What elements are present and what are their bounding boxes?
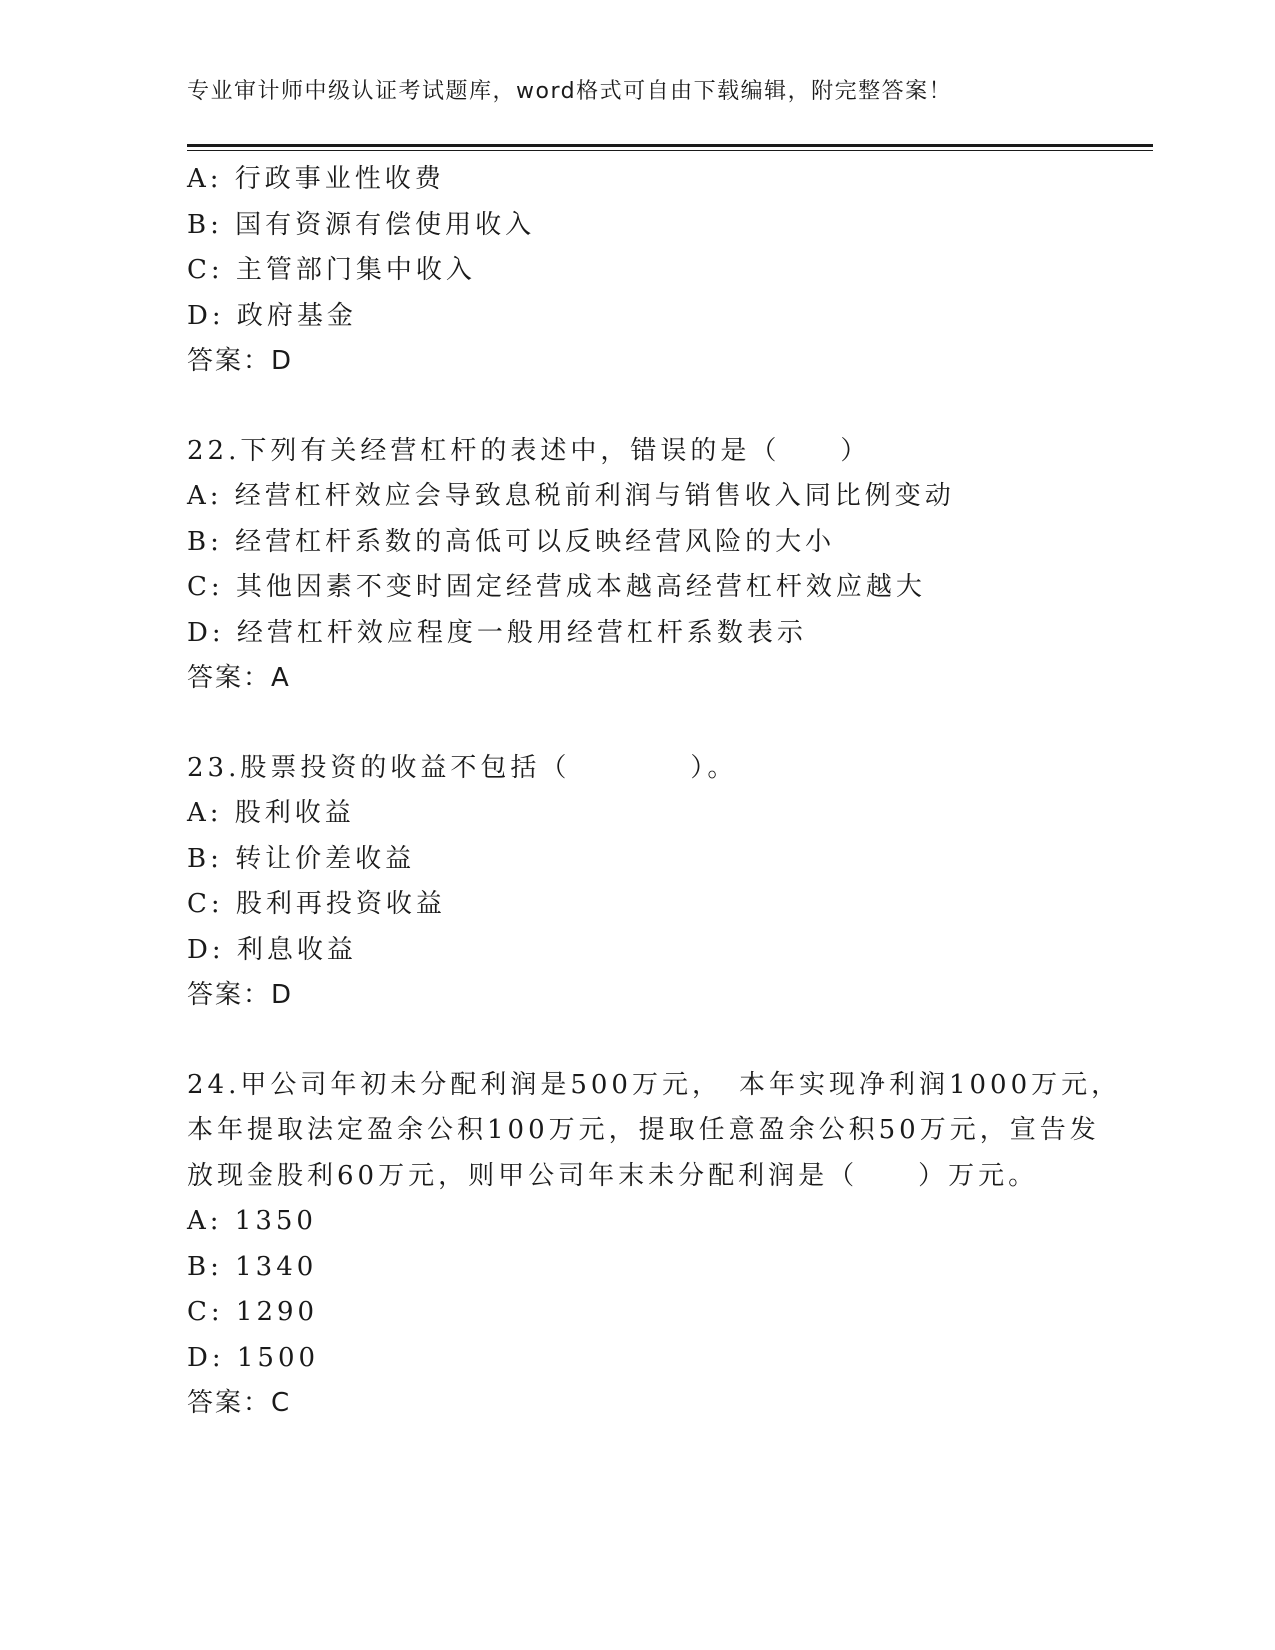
spacer [187,1019,1107,1063]
option-d: D: 经营杠杆效应程度一般用经营杠杆系数表示 [187,617,807,648]
option-a: A: 股利收益 [187,798,355,828]
option-d: D: 1500 [187,1342,320,1373]
option-c: C: 其他因素不变时固定经营成本越高经营杠杆效应越大 [187,572,926,602]
question-block [187,1063,1122,1427]
option-a: A: 1350 [187,1206,317,1236]
answer-line: 答案：C [187,1388,292,1418]
spacer [187,702,1107,746]
option-c: C: 1290 [187,1297,319,1327]
question-stem-line: 本年提取法定盈余公积100万元，提取任意盈余公积50万元，宣告发 [187,1115,1100,1145]
question-block [187,157,1107,385]
option-b: B: 1340 [187,1251,318,1282]
answer-line: 答案：D [187,980,294,1010]
question-stem: 22.下列有关经营杠杆的表述中，错误的是（ ） [187,435,871,466]
question-block [187,429,1107,702]
option-a: A: 行政事业性收费 [187,164,445,194]
answer-line: 答案：A [187,663,291,693]
option-c: C: 主管部门集中收入 [187,255,476,285]
question-stem-line: 放现金股利60万元，则甲公司年末未分配利润是（ ）万元。 [187,1160,1039,1191]
question-stem: 23.股票投资的收益不包括（ ）。 [187,752,738,783]
option-a: A: 经营杠杆效应会导致息税前利润与销售收入同比例变动 [187,481,955,511]
option-b: B: 经营杠杆系数的高低可以反映经营风险的大小 [187,526,836,557]
header-rule-thin [187,150,1153,151]
page-header: 专业审计师中级认证考试题库，word格式可自由下载编辑，附完整答案！ [187,79,953,104]
answer-line: 答案：D [187,346,294,376]
option-c: C: 股利再投资收益 [187,889,446,919]
spacer [187,385,1107,429]
option-d: D: 政府基金 [187,300,357,331]
option-b: B: 转让价差收益 [187,843,416,874]
question-stem-line: 24.甲公司年初未分配利润是500万元， 本年实现净利润1000万元， [187,1069,1122,1100]
option-b: B: 国有资源有偿使用收入 [187,209,536,240]
header-rule-thick [187,144,1153,147]
question-block [187,746,1107,1019]
question-list [187,157,1122,1427]
option-d: D: 利息收益 [187,934,357,965]
